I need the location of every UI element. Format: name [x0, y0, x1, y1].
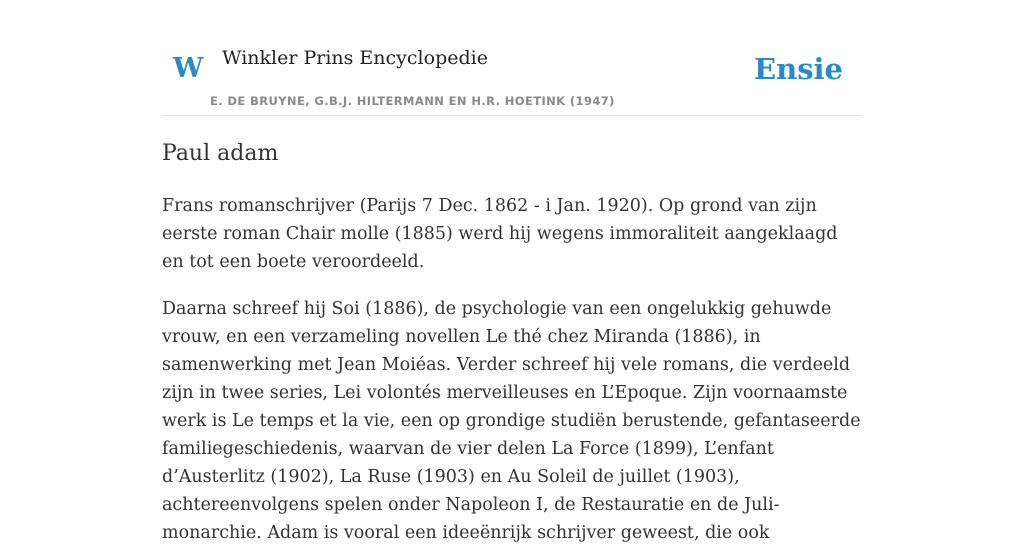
article-paragraph-1: Frans romanschrijver (Parijs 7 Dec. 1862 - i Jan. 1920). Op grond van zijn eerste roman Chair molle (1885) werd hij wegens immoraliteit aangeklaagd en tot een boete veroordeeld. [162, 196, 838, 272]
winkler-prins-logo-icon[interactable]: W [173, 53, 204, 84]
encyclopedia-authors: E. DE BRUYNE, G.B.J. HILTERMANN EN H.R. HOETINK (1947) [210, 94, 615, 108]
article-paragraph-2: Daarna schreef hij Soi (1886), de psychologie van een ongelukkig gehuwde vrouw, en een verzameling novellen Le thé chez Miranda (1886), in samenwerking met Jean Moiéas. Verder schreef hij vele romans, die verdeeld zijn in twee series, Lei volontés merveilleuses en L’Epoque. Zijn voornaamste werk is Le temps et la vie, een op grondige studiën berustende, gefantaseerde familiegeschiedenis, waarvan de vier delen La Force (1899), L’enfant d’Austerlitz (1902), La Ruse (1903) en Au Soleil de juillet (1903), achtereenvolgens spelen onder Napoleon I, de Restauratie en de Juli-monarchie. Adam is vooral een ideeënrijk schrijver geweest, die ook [162, 299, 861, 543]
site-title[interactable]: Winkler Prins Encyclopedie [222, 47, 488, 69]
site-header [162, 0, 862, 116]
article-title: Paul adam [162, 141, 279, 166]
article [162, 138, 862, 547]
ensie-brand-logo[interactable]: Ensie [754, 52, 843, 86]
